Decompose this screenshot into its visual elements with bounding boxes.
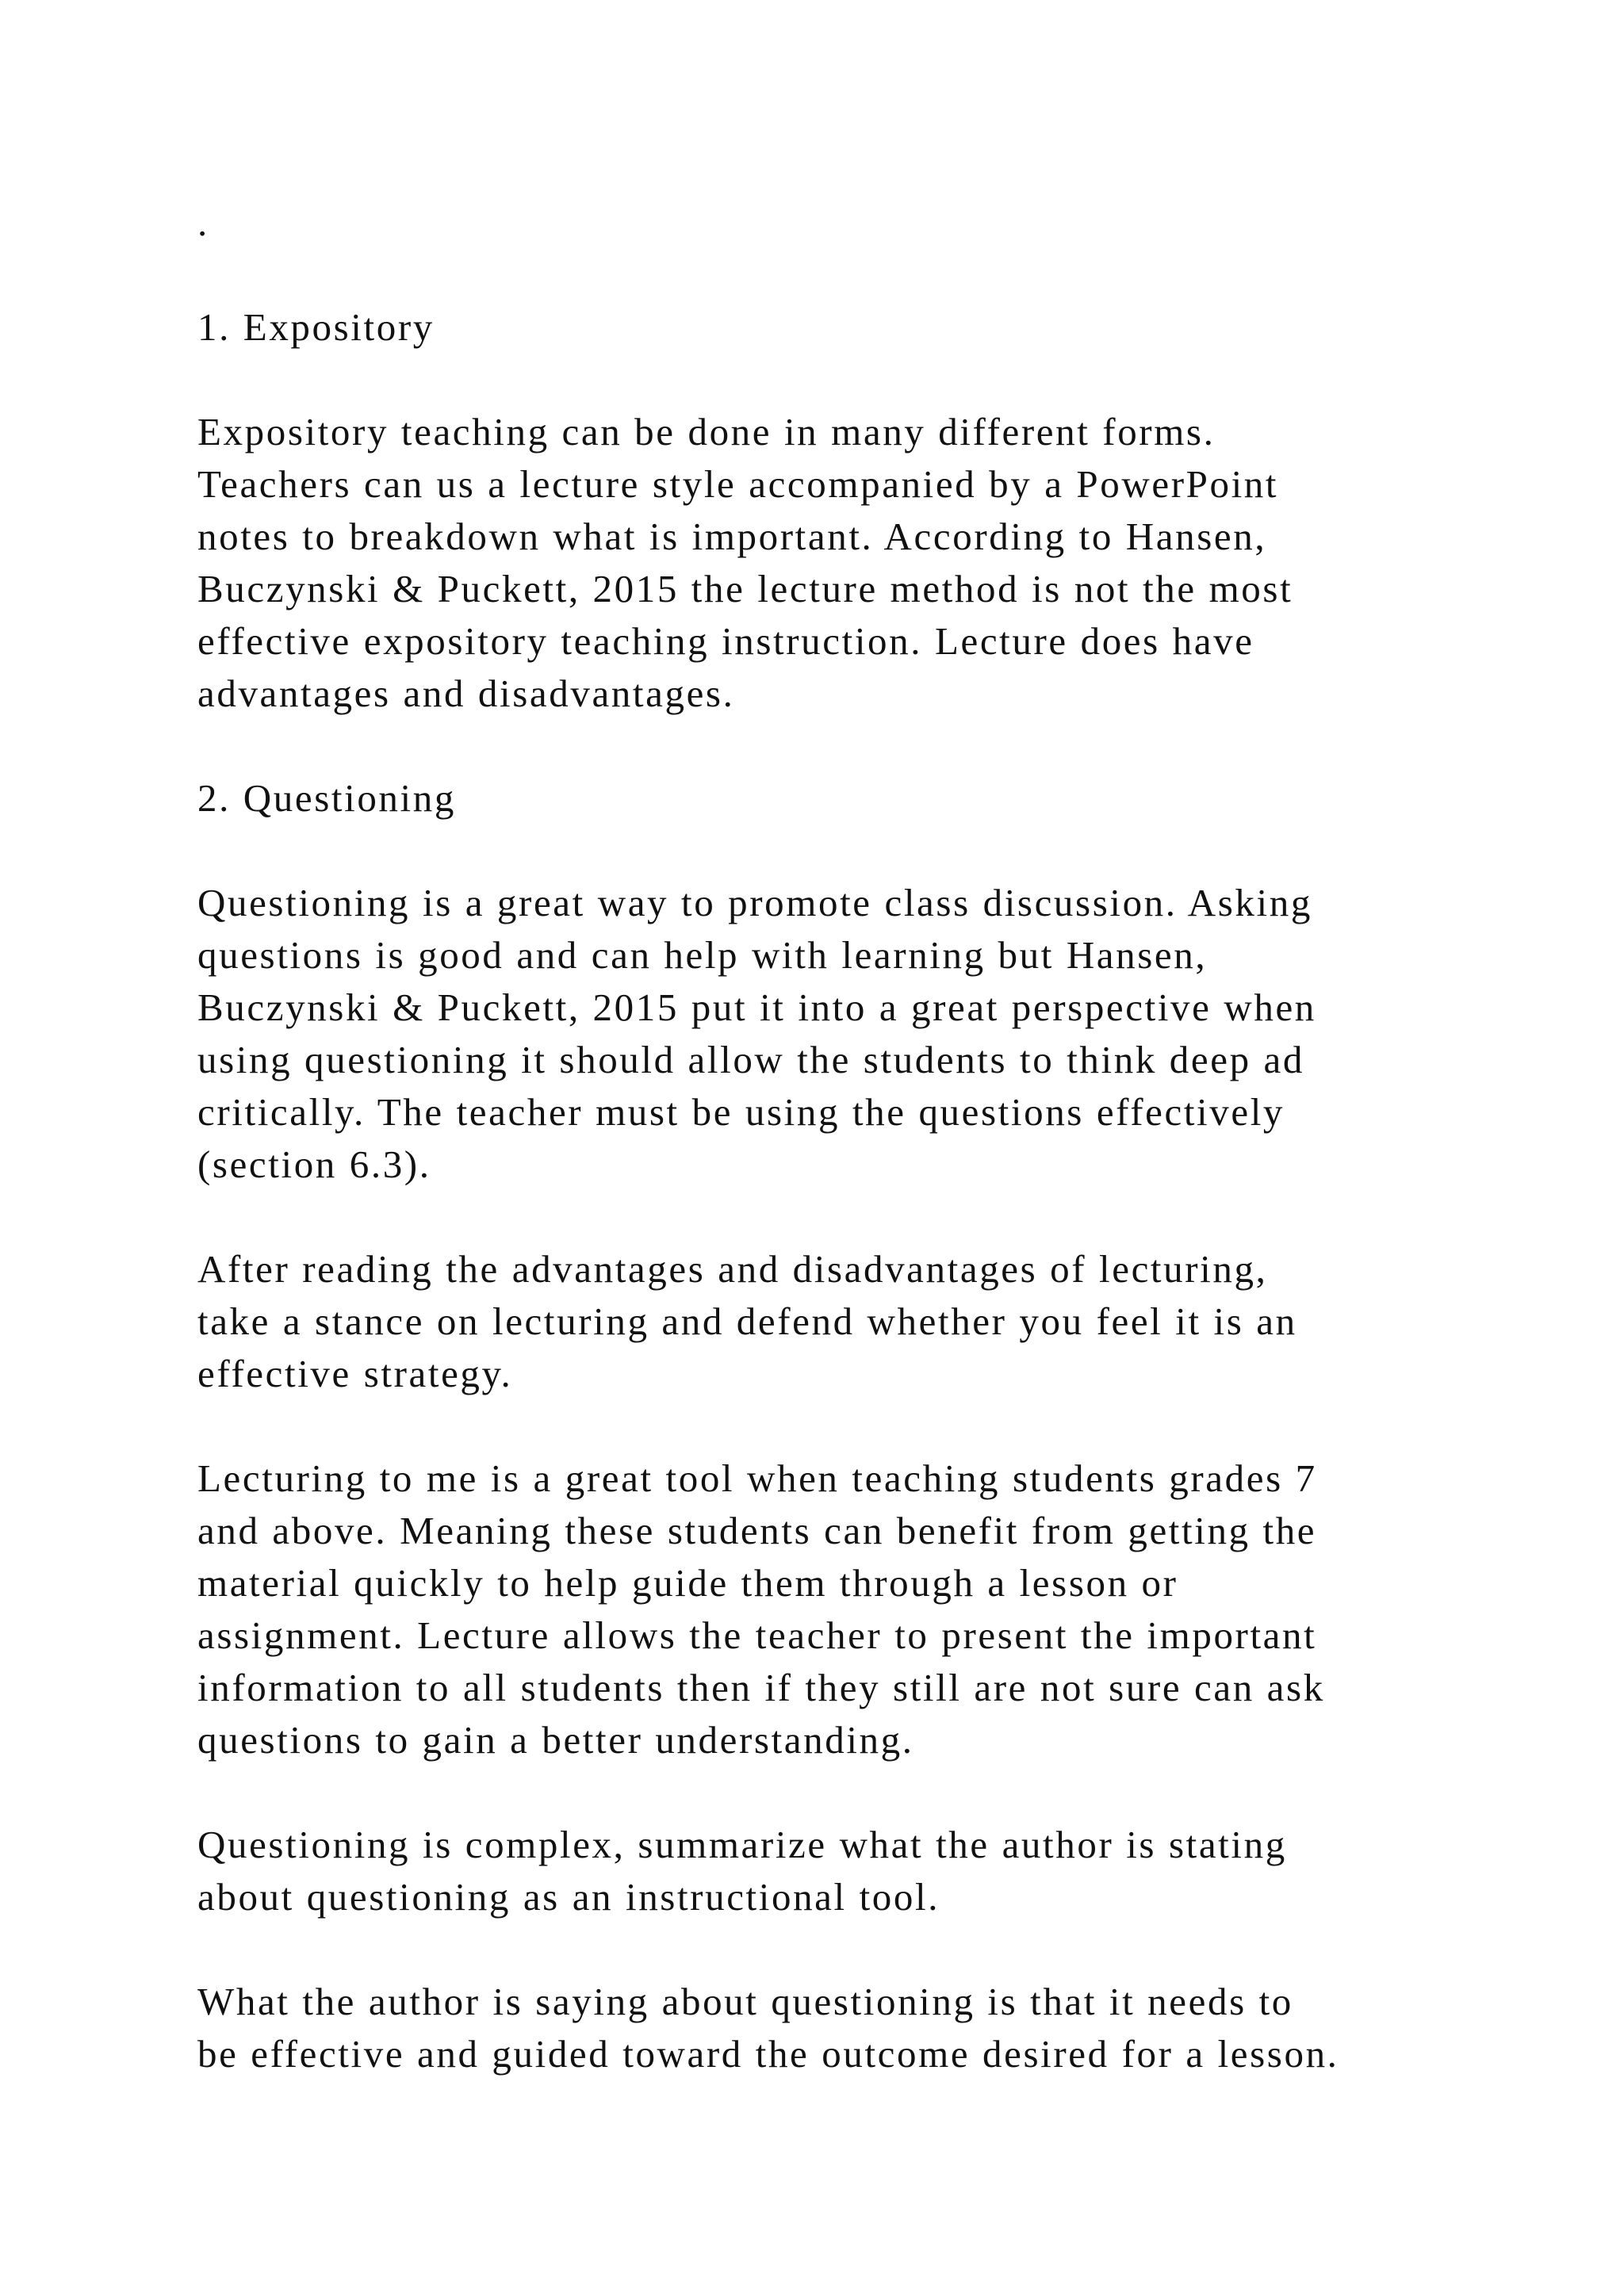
spacer: [197, 354, 1545, 406]
spacer: [197, 1766, 1545, 1819]
paragraph-lecturing-answer: [197, 1452, 1545, 1766]
text-line: using questioning it should allow the students to think deep ad: [197, 1038, 1304, 1081]
text-line: take a stance on lecturing and defend whether you feel it is an: [197, 1299, 1297, 1343]
text-line: Expository teaching can be done in many different forms.: [197, 410, 1216, 453]
document-body: [197, 197, 1545, 2080]
spacer: [197, 1400, 1545, 1452]
paragraph-questioning: [197, 877, 1545, 1191]
text-line: Buczynski & Puckett, 2015 the lecture method is not the most: [197, 567, 1293, 610]
text-line: After reading the advantages and disadvantages of lecturing,: [197, 1247, 1268, 1291]
paragraph-questioning-prompt: [197, 1819, 1545, 1923]
text-line: (section 6.3).: [197, 1142, 431, 1186]
spacer: [197, 249, 1545, 301]
text-line: material quickly to help guide them through a lesson or: [197, 1561, 1178, 1605]
text-line: about questioning as an instructional tool.: [197, 1875, 940, 1919]
paragraph-lecturing-prompt: [197, 1243, 1545, 1400]
text-line: critically. The teacher must be using the questions effectively: [197, 1090, 1285, 1134]
text-line: What the author is saying about questioning is that it needs to: [197, 1980, 1293, 2023]
leading-dot: .: [197, 201, 209, 244]
spacer: [197, 1923, 1545, 1976]
heading-questioning: 2. Questioning: [197, 776, 456, 820]
spacer: [197, 720, 1545, 772]
text-line: Questioning is complex, summarize what the author is stating: [197, 1823, 1287, 1866]
heading-expository: 1. Expository: [197, 305, 435, 349]
text-line: questions is good and can help with learning but Hansen,: [197, 933, 1208, 977]
text-line: assignment. Lecture allows the teacher to present the important: [197, 1613, 1317, 1657]
text-line: Questioning is a great way to promote class discussion. Asking: [197, 881, 1312, 924]
text-line: be effective and guided toward the outcome desired for a lesson.: [197, 2032, 1339, 2076]
text-line: advantages and disadvantages.: [197, 672, 735, 715]
paragraph-questioning-answer: [197, 1976, 1545, 2080]
spacer: [197, 1191, 1545, 1243]
text-line: Teachers can us a lecture style accompanied by a PowerPoint: [197, 462, 1279, 506]
text-line: notes to breakdown what is important. According to Hansen,: [197, 515, 1267, 558]
text-line: questions to gain a better understanding.: [197, 1718, 914, 1762]
text-line: information to all students then if they still are not sure can ask: [197, 1666, 1325, 1709]
spacer: [197, 825, 1545, 877]
text-line: Buczynski & Puckett, 2015 put it into a great perspective when: [197, 985, 1316, 1029]
paragraph-expository: [197, 406, 1545, 720]
text-line: effective expository teaching instruction. Lecture does have: [197, 619, 1254, 663]
text-line: effective strategy.: [197, 1352, 513, 1395]
text-line: and above. Meaning these students can benefit from getting the: [197, 1509, 1317, 1552]
text-line: Lecturing to me is a great tool when teaching students grades 7: [197, 1456, 1317, 1500]
